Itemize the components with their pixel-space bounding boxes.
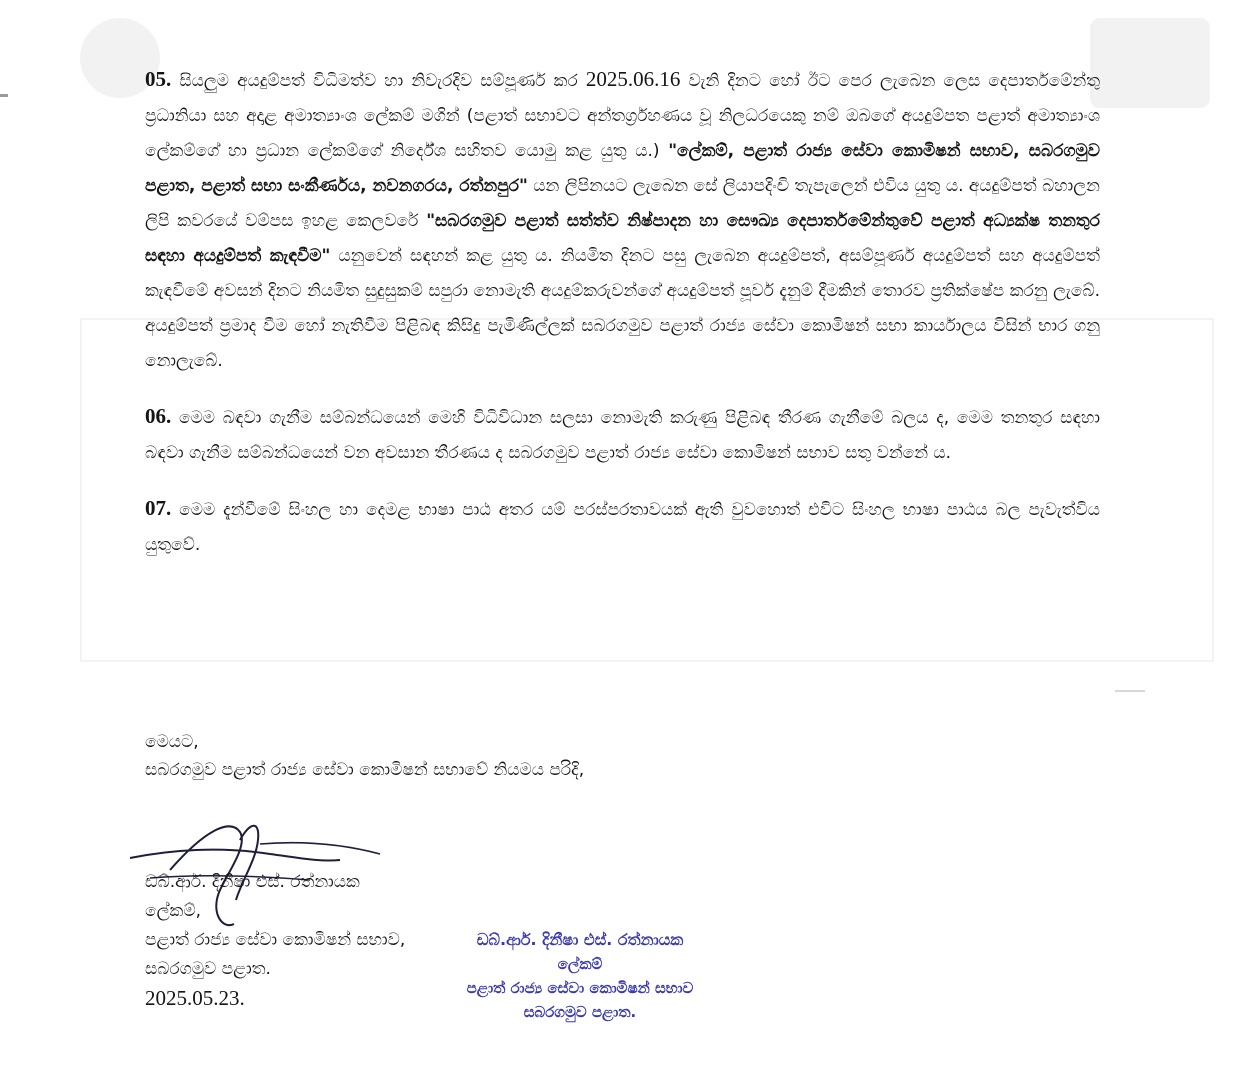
- signatory-office: පළාත් රාජ්‍ය සේවා කොමිෂන් සභාව,: [145, 930, 406, 950]
- scan-edge-mark: [0, 94, 8, 97]
- paragraph-06: [145, 399, 1100, 471]
- paragraph-number: 05.: [145, 67, 172, 91]
- signatory-block: [145, 868, 405, 1013]
- paragraph-text: මෙම දැන්වීමේ සිංහල හා දෙමළ භාෂා පාඨ අතර යම් පරස්පරතාවයක් ඇති වුවහොත් එවිට සිංහල භාෂා පාඨය බල පැවැත්විය යුතුවේ.: [145, 500, 1100, 555]
- official-stamp: [420, 928, 740, 1024]
- scan-edge-mark: [1115, 690, 1145, 692]
- stamp-province: සබරගමුව පළාත.: [523, 1003, 637, 1021]
- document-body: [145, 62, 1100, 583]
- letter-date: 2025.05.23.: [145, 986, 245, 1010]
- deadline-date: 2025.06.16: [585, 67, 681, 91]
- paragraph-text: යන ලිපිනයට ලැබෙන සේ ලියාපදිංචි තැපැලෙන් එවිය යුතු ය. අයදුම්පත් බහාලන ලිපි කවරයේ වම්පස ඉහළ කෙලවරේ: [145, 176, 1100, 231]
- paragraph-number: 06.: [145, 404, 172, 428]
- signatory-title: ලේකම්,: [145, 901, 201, 921]
- paragraph-number: 07.: [145, 496, 172, 520]
- closing-line: මෙයට,: [145, 732, 199, 752]
- stamp-office: පළාත් රාජ්‍ය සේවා කොමිෂන් සභාව: [466, 979, 694, 997]
- paragraph-text: සියලුම අයදුම්පත් විධිමත්ව හා නිවැරදිව සම්පූර්ණ කර: [171, 71, 586, 91]
- stamp-title: ලේකම්: [557, 955, 603, 973]
- closing-line: සබරගමුව පළාත් රාජ්‍ය සේවා කොමිෂන් සභාවේ නියමය පරිදි,: [145, 760, 585, 780]
- paragraph-text: වැනි දිනට හෝ ඊට පෙර ලැබෙන ලෙස දෙපාර්තමේන්තු ප්‍රධානියා සහ අදාළ අමාත්‍යාංශ ලේකම් මගින් (පළාත් සභාවට අන්තර්ග්‍රහණය වූ නිලධරයෙකු නම් ඔබගේ අයදුම්පත පළාත් අමාත්‍යාංශ ලේකම්ගේ හා ප්‍රධාන ලේකම්ගේ නිර්දේශ සහිතව යොමු කළ යුතු ය.): [145, 71, 1100, 161]
- paragraph-text: මෙම බඳවා ගැනීම සම්බන්ධයෙන් මෙහි විධිවිධාන සලසා නොමැති කරුණු පිළිබඳ තීරණ ගැනීමේ බලය ද, මෙම තනතුර සඳහා බඳවා ගැනීම සම්බන්ධයෙන් වන අවසාන තීරණය ද සබරගමුව පළාත් රාජ්‍ය සේවා කොමිෂන් සභාව සතු වන්නේ ය.: [145, 408, 1100, 463]
- paragraph-text: යනුවෙන් සඳහන් කළ යුතු ය. නියමිත දිනට පසු ලැබෙන අයදුම්පත්, අසම්පූර්ණ අයදුම්පත් සහ අයදුම්පත් කැඳවීමේ අවසන් දිනට නියමිත සුදුසුකම් සපුරා නොමැති අයදුම්කරුවන්ගේ අයදුම්පත් පූර්ව දැනුම් දීමකින් තොරව ප්‍රතික්ෂේප කරනු ලැබේ. අයදුම්පත් ප්‍රමාද වීම හෝ නැතිවීම පිළිබඳ කිසිදු පැමිණිල්ලක් සබරගමුව පළාත් රාජ්‍ය සේවා කොමිෂන් සභා කාර්යාලය විසින් භාර ගනු නොලැබේ.: [145, 246, 1100, 371]
- stamp-name: ඩබ්.ආර්. දිනීෂා එස්. රත්නායක: [476, 930, 684, 949]
- bleed-through-logo-right: [1090, 18, 1210, 108]
- closing-block: [145, 728, 584, 784]
- signatory-name: ඩබ්.ආර්. දිනීෂා එස්. රත්නායක: [145, 872, 360, 892]
- mailing-address: "ලේකම්, පළාත් රාජ්‍ය සේවා කොමිෂන් සභාව, සබරගමුව පළාත, පළාත් සභා සංකීර්ණය, නවනගරය, රත්නපුර": [145, 141, 1100, 196]
- paragraph-05: [145, 62, 1100, 379]
- paragraph-07: [145, 491, 1100, 563]
- envelope-label: "සබරගමුව පළාත් සත්ත්ව නිෂ්පාදන හා සෞඛ්‍ය දෙපාර්තමේන්තුවේ පළාත් අධ්‍යක්ෂ තනතුර සඳහා අයදුම්පත් කැඳවීම": [145, 211, 1100, 266]
- signatory-province: සබරගමුව පළාත.: [145, 959, 271, 979]
